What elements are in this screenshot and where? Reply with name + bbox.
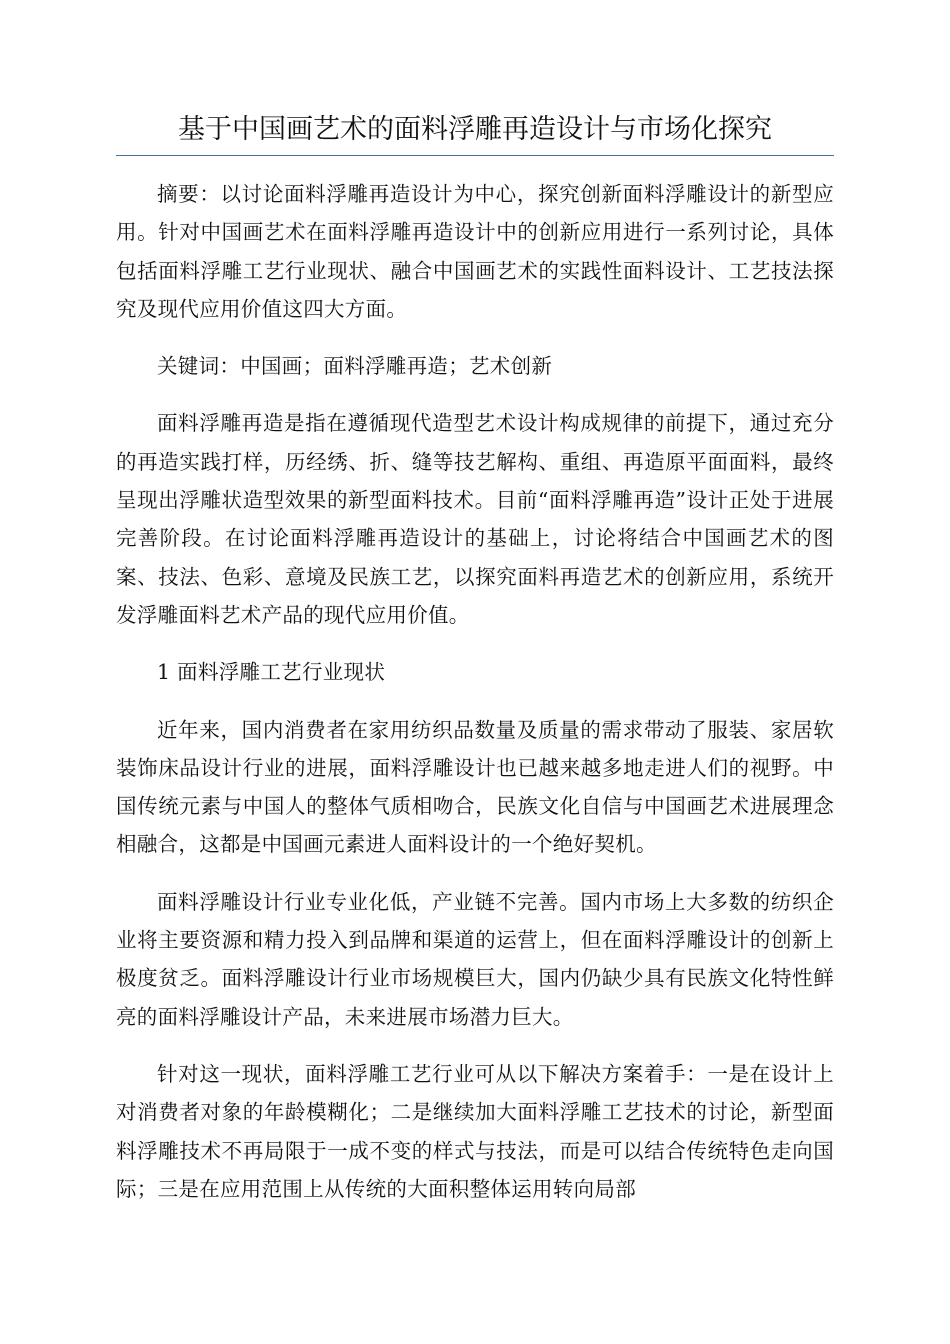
section1-paragraph-1: 近年来，国内消费者在家用纺织品数量及质量的需求带动了服装、家居软装饰床品设计行业的进展，面料浮雕设计也已越来越多地走进人们的视野。中国传统元素与中国人的整体气质相吻合，民族文化自信与中国画艺术进展理念相融合，这都是中国画元素进人面料设计的一个绝好契机。 xyxy=(116,717,834,857)
section1-paragraph-3: 针对这一现状，面料浮雕工艺行业可从以下解决方案着手：一是在设计上对消费者对象的年龄模糊化；二是继续加大面料浮雕工艺技术的讨论，新型面料浮雕技术不再局限于一成不变的样式与技法，而是可以结合传统特色走向国际；三是在应用范围上从传统的大面积整体运用转向局部 xyxy=(116,1061,834,1201)
section1-paragraph-2: 面料浮雕设计行业专业化低，产业链不完善。国内市场上大多数的纺织企业将主要资源和精力投入到品牌和渠道的运营上，但在面料浮雕设计的创新上极度贫乏。面料浮雕设计行业市场规模巨大，国内仍缺少具有民族文化特性鲜亮的面料浮雕设计产品，未来进展市场潜力巨大。 xyxy=(116,889,834,1029)
intro-paragraph: 面料浮雕再造是指在遵循现代造型艺术设计构成规律的前提下，通过充分的再造实践打样，历经绣、折、缝等技艺解构、重组、再造原平面面料，最终呈现出浮雕状造型效果的新型面料技术。目前“面料浮雕再造”设计正处于进展完善阶段。在讨论面料浮雕再造设计的基础上，讨论将结合中国画艺术的图案、技法、色彩、意境及民族工艺，以探究面料再造艺术的创新应用，系统开发浮雕面料艺术产品的现代应用价值。 xyxy=(116,411,834,627)
document-page xyxy=(116,108,834,1208)
document-title: 基于中国画艺术的面料浮雕再造设计与市场化探究 xyxy=(116,108,834,156)
section-heading: 1 面料浮雕工艺行业现状 xyxy=(157,660,386,685)
abstract-paragraph: 摘要：以讨论面料浮雕再造设计为中心，探究创新面料浮雕设计的新型应用。针对中国画艺术在面料浮雕再造设计中的创新应用进行一系列讨论，具体包括面料浮雕工艺行业现状、融合中国画艺术的实践性面料设计、工艺技法探究及现代应用价值这四大方面。 xyxy=(116,182,834,321)
keywords-paragraph: 关键词：中国画；面料浮雕再造；艺术创新 xyxy=(157,354,553,379)
